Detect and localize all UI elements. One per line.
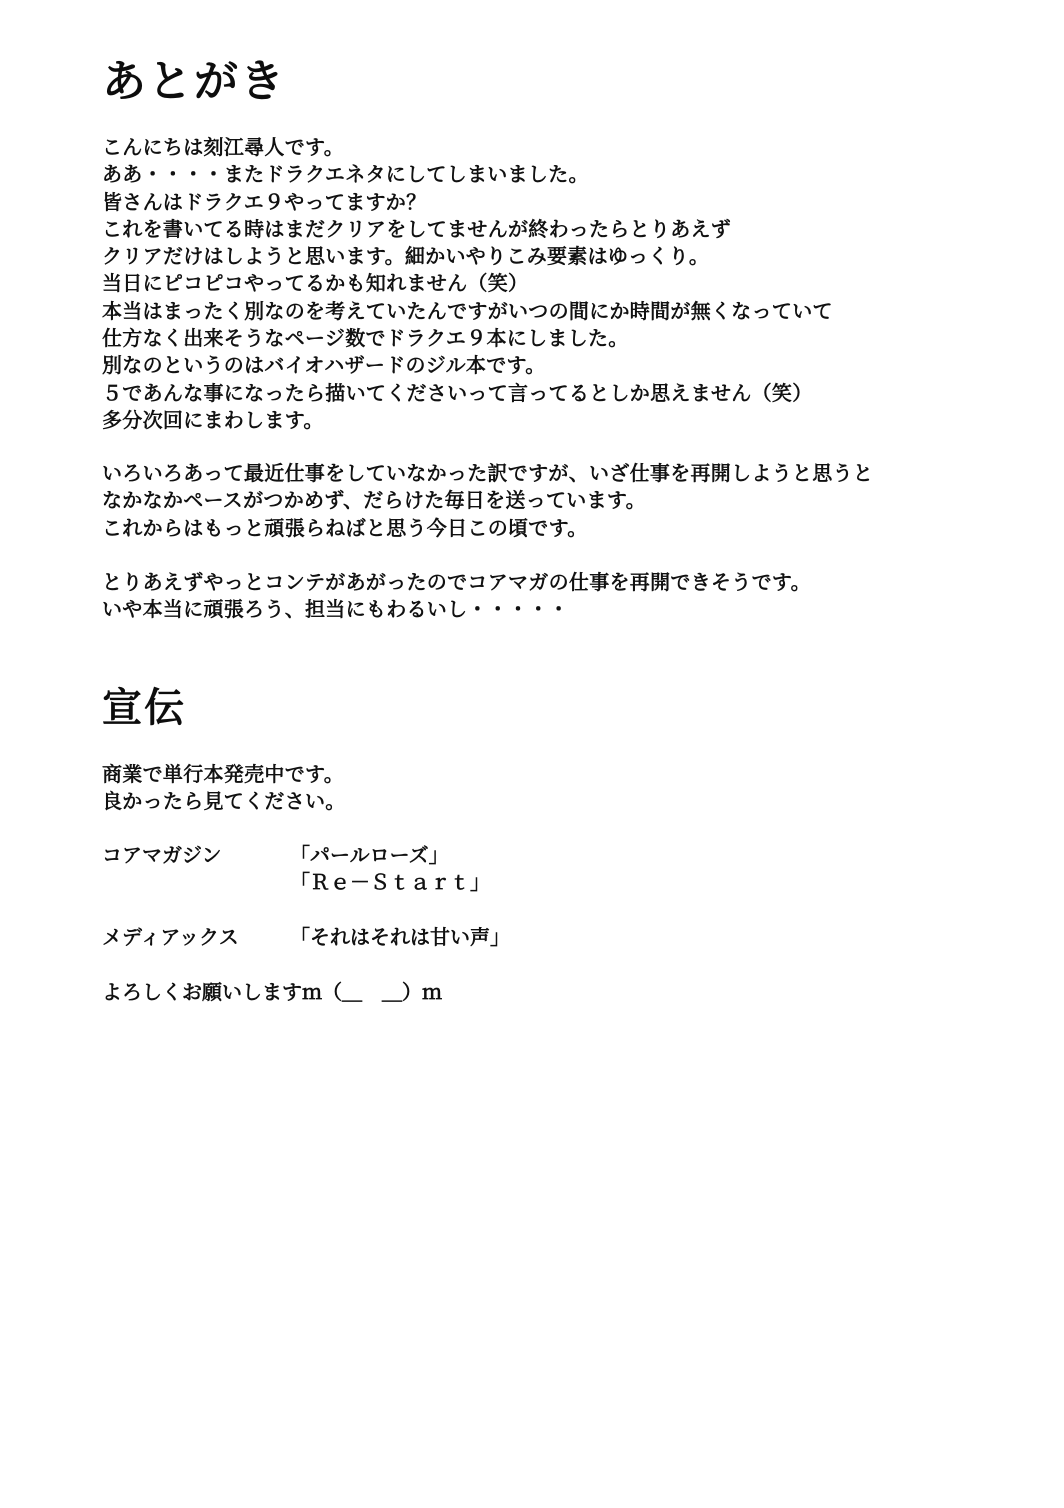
publisher-name: メディアックス xyxy=(102,924,239,949)
work-group-mediax xyxy=(102,924,510,951)
text-line: クリアだけはしようと思います。細かいやりこみ要素はゆっくり。 xyxy=(102,244,710,269)
closing-line: よろしくお願いしますｍ（＿ ＿）ｍ xyxy=(102,980,442,1004)
text-line: 多分次回にまわします。 xyxy=(102,407,324,432)
text-line: 別なのというのはバイオハザードのジル本です。 xyxy=(102,353,546,378)
text-line: 良かったら見てください。 xyxy=(102,789,346,814)
text-line: ５であんな事になったら描いてくださいって言ってるとしか思えません（笑） xyxy=(102,380,813,405)
text-line: いろいろあって最近仕事をしていなかった訳ですが、いざ仕事を再開しようと思うと xyxy=(102,461,874,485)
works-list xyxy=(102,842,510,978)
publisher-name: コアマガジン xyxy=(102,843,222,867)
advert-intro xyxy=(102,761,346,816)
text-line: ああ・・・・またドラクエネタにしてしまいました。 xyxy=(102,162,589,187)
text-line: 当日にピコピコやってるかも知れません（笑） xyxy=(102,271,529,296)
afterword-paragraph-3 xyxy=(102,569,811,624)
text-line: 仕方なく出来そうなページ数でドラクエ９本にしました。 xyxy=(102,326,629,351)
book-title: 「パールローズ」 xyxy=(290,843,449,867)
text-line: 皆さんはドラクエ９やってますか？ xyxy=(102,189,427,214)
text-line: こんにちは刻江尋人です。 xyxy=(102,135,344,159)
work-group-coremagazine xyxy=(102,842,510,897)
book-titles xyxy=(290,842,490,897)
text-line: これからはもっと頑張らねばと思う今日この頃です。 xyxy=(102,515,588,540)
afterword-heading: あとがき xyxy=(102,56,286,107)
text-line: 本当はまったく別なのを考えていたんですがいつの間にか時間が無くなっていて xyxy=(102,298,833,323)
book-title: 「Ｒｅ－Ｓｔａｒｔ」 xyxy=(290,870,490,895)
book-title: 「それはそれは甘い声」 xyxy=(290,924,510,949)
text-line: いや本当に頑張ろう、担当にもわるいし・・・・・ xyxy=(102,597,569,622)
text-line: 商業で単行本発売中です。 xyxy=(102,762,344,786)
afterword-paragraph-1 xyxy=(102,134,833,434)
text-line: なかなかペースがつかめず、だらけた毎日を送っています。 xyxy=(102,488,646,513)
advert-heading: 宣伝 xyxy=(102,685,186,731)
book-titles xyxy=(290,924,510,951)
afterword-paragraph-2 xyxy=(102,460,873,542)
text-line: とりあえずやっとコンテがあがったのでコアマガの仕事を再開できそうです。 xyxy=(102,570,811,594)
text-line: これを書いてる時はまだクリアをしてませんが終わったらとりあえず xyxy=(102,216,732,241)
